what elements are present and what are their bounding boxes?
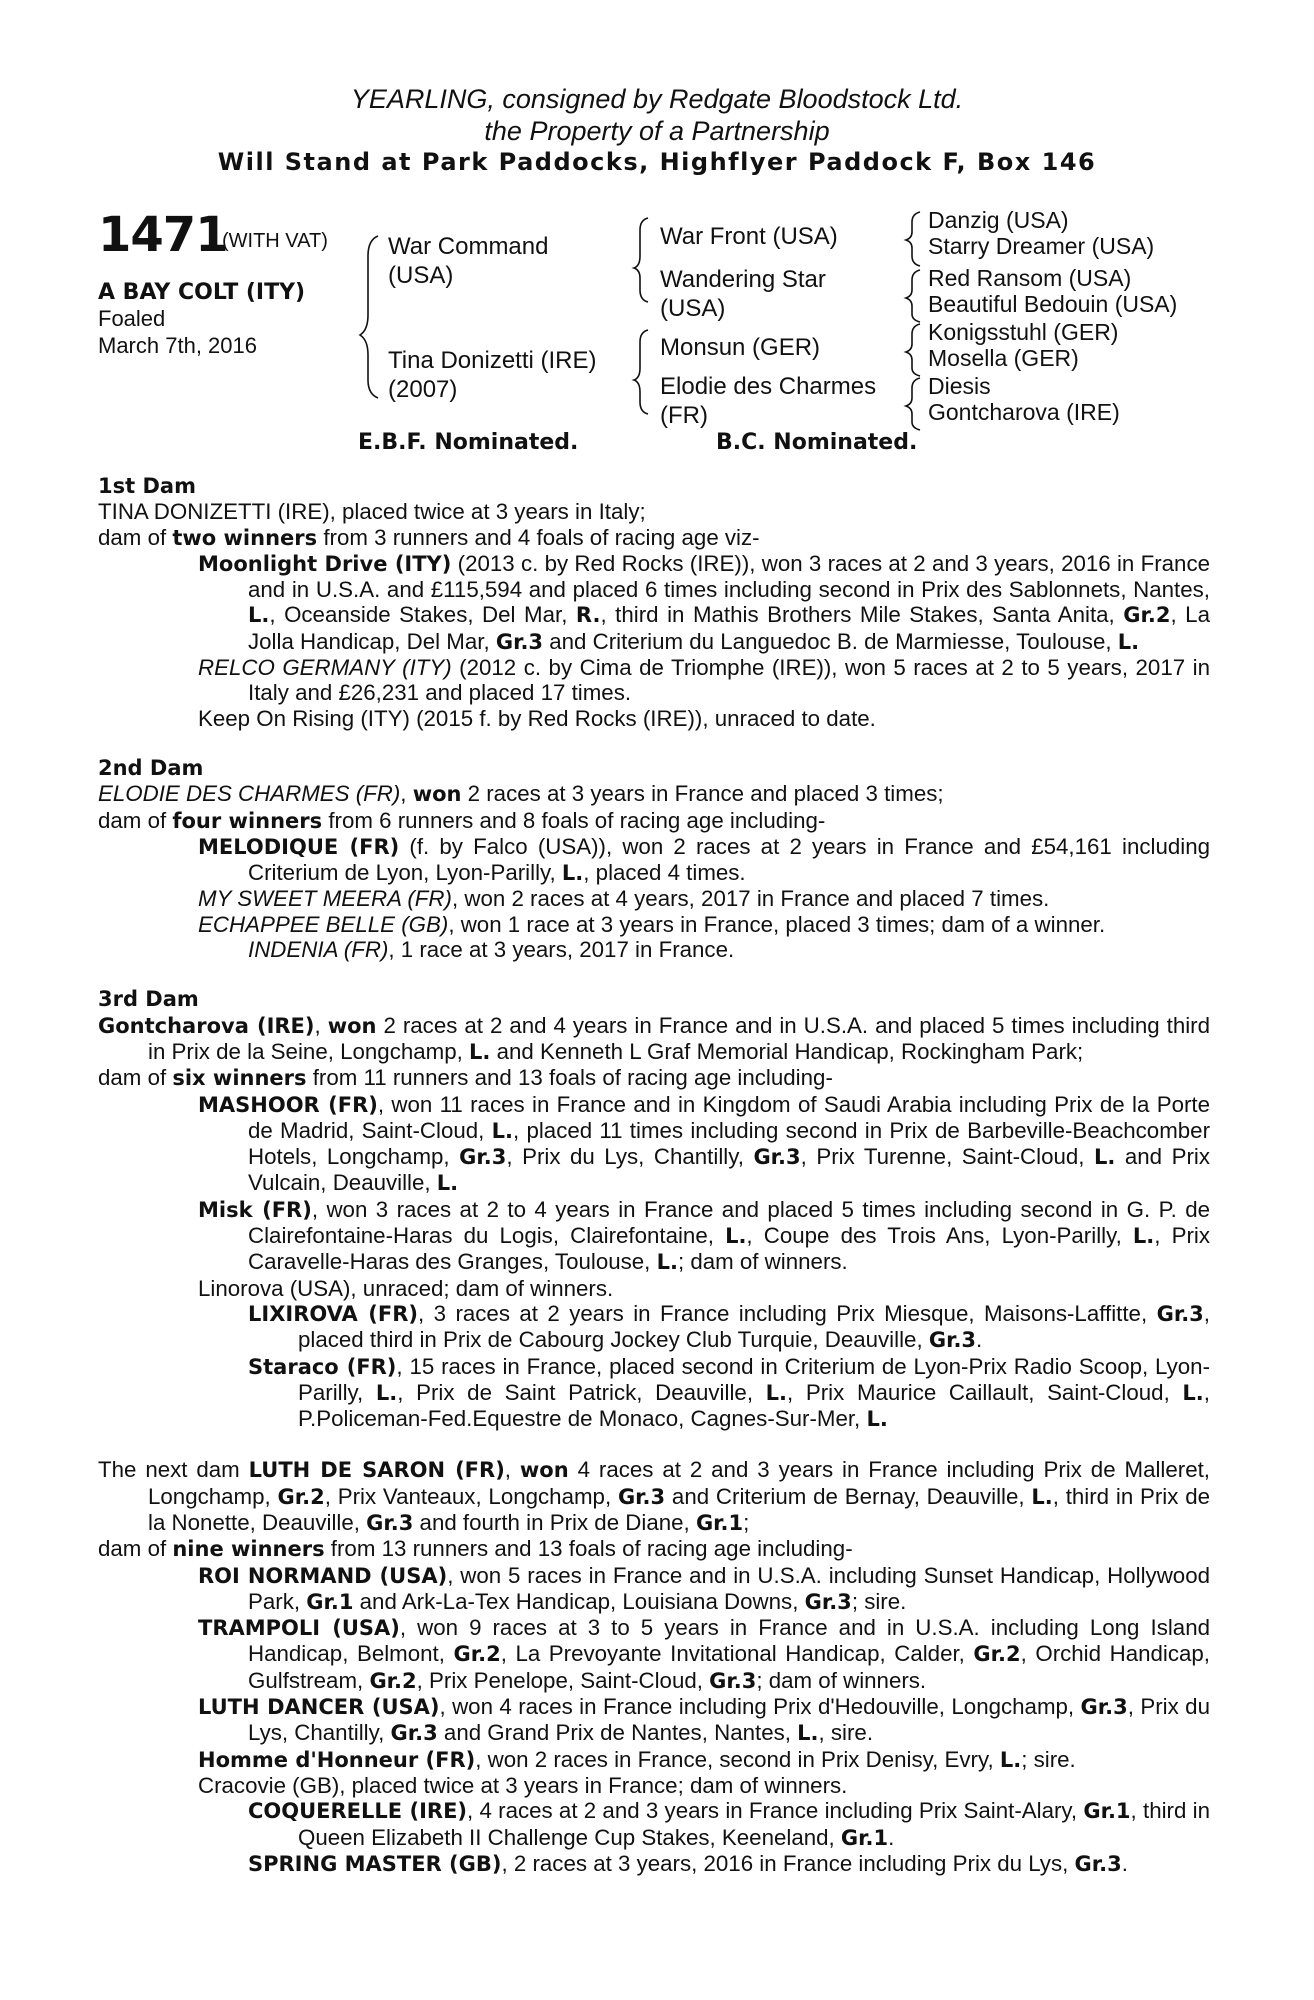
produce-entry: LUTH DANCER (USA), won 4 races in France including Prix d'Hedouville, Longchamp, Gr.3, Prix du Lys, Chantilly, Gr.3 and Grand Prix de Nantes, Nantes, L., sire.	[198, 1694, 1210, 1746]
produce-entry: ROI NORMAND (USA), won 5 races in France and in U.S.A. including Sunset Handicap, Hollywood Park, Gr.1 and Ark-La-Tex Handicap, Louisiana Downs, Gr.3; sire.	[198, 1562, 1210, 1614]
next-dam-line: The next dam LUTH DE SARON (FR), won 4 races at 2 and 3 years in France including Prix de Malleret, Longchamp, Gr.2, Prix Vanteaux, Longchamp, Gr.3 and Criterium de Bernay, Deauville, L., third in Prix de la Nonette, Deauville, Gr.3 and fourth in Prix de Diane, Gr.1;	[98, 1457, 1210, 1535]
grandsire-2: Red Ransom (USA)	[928, 265, 1132, 291]
foaled-date: March 7th, 2016	[98, 333, 257, 358]
dam-sire: Monsun (GER)	[660, 334, 821, 361]
produce-entry: Cracovie (GB), placed twice at 3 years in France; dam of winners.	[198, 1772, 848, 1798]
sire-sire: War Front (USA)	[660, 223, 838, 250]
first-dam-heading: 1st Dam	[98, 474, 196, 498]
brace-col3-1	[906, 212, 920, 266]
first-dam-produce-line: dam of two winners from 3 runners and 4 foals of racing age viz-	[98, 524, 760, 550]
produce-entry: Linorova (USA), unraced; dam of winners.	[198, 1275, 614, 1301]
pedigree-braces	[0, 0, 1314, 460]
grandsire-4: Diesis	[928, 373, 991, 399]
third-dam-heading: 3rd Dam	[98, 987, 199, 1012]
first-dam-line: TINA DONIZETTI (IRE), placed twice at 3 years in Italy;	[98, 499, 646, 525]
third-dam-line: Gontcharova (IRE), won 2 races at 2 and 4 years in France and in U.S.A. and placed 5 times including third in Prix de la Seine, Longchamp, L. and Kenneth L Graf Memorial Handicap, Rockingham Park;	[98, 1012, 1211, 1064]
ebf-nominated: E.B.F. Nominated.	[358, 430, 579, 455]
produce-entry: Homme d'Honneur (FR), won 2 races in France, second in Prix Denisy, Evry, L.; sire.	[198, 1746, 1076, 1772]
location-line: Will Stand at Park Paddocks, Highflyer Paddock F, Box 146	[217, 148, 1097, 176]
catalogue-body	[98, 474, 1210, 1877]
vat-label: (WITH VAT)	[222, 230, 328, 252]
foaled-label: Foaled	[98, 306, 166, 331]
sire-dam-country: (USA)	[660, 295, 726, 322]
granddam-4: Gontcharova (IRE)	[928, 399, 1120, 425]
granddam-3: Mosella (GER)	[928, 345, 1079, 371]
second-dam-heading: 2nd Dam	[98, 755, 204, 780]
brace-col2-bottom	[634, 330, 648, 414]
produce-entry: MASHOOR (FR), won 11 races in France and in Kingdom of Saudi Arabia including Prix de la Porte de Madrid, Saint-Cloud, L., placed 11 times including second in Prix de Barbeville-Beachcomber Hotels, Longchamp, Gr.3, Prix du Lys, Chantilly, Gr.3, Prix Turenne, Saint-Cloud, L. and Prix Vulcain, Deauville, L.	[198, 1091, 1211, 1196]
grandsire-3: Konigsstuhl (GER)	[928, 319, 1119, 345]
dam-dam-country: (FR)	[660, 402, 708, 429]
grand-produce-entry: LIXIROVA (FR), 3 races at 2 years in France including Prix Miesque, Maisons-Laffitte, Gr.3, placed third in Prix de Cabourg Jockey Club Turquie, Deauville, Gr.3.	[248, 1300, 1210, 1353]
produce-entry: Misk (FR), won 3 races at 2 to 4 years in France and placed 5 times including second in G. P. de Clairefontaine-Haras du Logis, Clairefontaine, L., Coupe des Trois Ans, Lyon-Parilly, L., Prix Caravelle-Haras des Granges, Toulouse, L.; dam of winners.	[198, 1196, 1210, 1275]
sire-dam: Wandering Star	[660, 266, 826, 293]
grand-produce-entry: SPRING MASTER (GB), 2 races at 3 years, 2016 in France including Prix du Lys, Gr.3.	[248, 1850, 1128, 1876]
produce-entry: Keep On Rising (ITY) (2015 f. by Red Rocks (IRE)), unraced to date.	[198, 705, 876, 731]
grand-produce-entry: COQUERELLE (IRE), 4 races at 2 and 3 years in France including Prix Saint-Alary, Gr.1, third in Queen Elizabeth II Challenge Cup Stakes, Keeneland, Gr.1.	[248, 1798, 1210, 1850]
brace-col1	[360, 236, 378, 398]
next-dam-produce-line: dam of nine winners from 13 runners and 13 foals of racing age including-	[98, 1536, 853, 1562]
dam-year: (2007)	[388, 376, 458, 403]
second-dam-produce-line: dam of four winners from 6 runners and 8 foals of racing age including-	[98, 807, 826, 833]
second-dam-line: ELODIE DES CHARMES (FR), won 2 races at 3 years in France and placed 3 times;	[98, 781, 944, 807]
produce-entry: TRAMPOLI (USA), won 9 races at 3 to 5 years in France and in U.S.A. including Long Island Handicap, Belmont, Gr.2, La Prevoyante Invitational Handicap, Calder, Gr.2, Orchid Handicap, Gulfstream, Gr.2, Prix Penelope, Saint-Cloud, Gr.3; dam of winners.	[198, 1615, 1210, 1693]
dam-dam: Elodie des Charmes	[660, 373, 877, 400]
produce-entry: ECHAPPEE BELLE (GB), won 1 race at 3 years in France, placed 3 times; dam of a winner.	[198, 911, 1106, 937]
grandsire-1: Danzig (USA)	[928, 207, 1069, 233]
granddam-2: Beautiful Bedouin (USA)	[928, 291, 1178, 317]
consignor-line: YEARLING, consigned by Redgate Bloodstock Ltd.	[350, 84, 964, 114]
grand-produce-entry: Staraco (FR), 15 races in France, placed second in Criterium de Lyon-Prix Radio Scoop, Lyon-Parilly, L., Prix de Saint Patrick, Deauville, L., Prix Maurice Caillault, Saint-Cloud, L., P.Policeman-Fed.Equestre de Monaco, Cagnes-Sur-Mer, L.	[248, 1353, 1210, 1432]
sire-name: War Command	[388, 233, 549, 260]
produce-entry: MELODIQUE (FR) (f. by Falco (USA)), won 2 races at 2 years in France and £54,161 including Criterium de Lyon, Lyon-Parilly, L., placed 4 times.	[198, 833, 1210, 886]
grand-produce-entry: INDENIA (FR), 1 race at 3 years, 2017 in France.	[248, 937, 735, 963]
horse-name: A BAY COLT (ITY)	[98, 280, 306, 305]
lot-number: 1471	[98, 207, 228, 263]
produce-entry: MY SWEET MEERA (FR), won 2 races at 4 years, 2017 in France and placed 7 times.	[198, 886, 1050, 912]
brace-col2-top	[634, 218, 648, 302]
dam-name: Tina Donizetti (IRE)	[388, 347, 597, 374]
brace-col3-4	[906, 378, 920, 430]
brace-col3-2	[906, 270, 920, 322]
property-line: the Property of a Partnership	[484, 116, 830, 146]
third-dam-produce-line: dam of six winners from 11 runners and 13 foals of racing age including-	[98, 1065, 833, 1091]
brace-col3-3	[906, 324, 920, 376]
produce-entry: RELCO GERMANY (ITY) (2012 c. by Cima de Triomphe (IRE)), won 5 races at 2 to 5 years, 2017 in Italy and £26,231 and placed 17 times.	[198, 655, 1210, 706]
sire-country: (USA)	[388, 262, 454, 289]
granddam-1: Starry Dreamer (USA)	[928, 233, 1155, 259]
produce-entry: Moonlight Drive (ITY) (2013 c. by Red Rocks (IRE)), won 3 races at 2 and 3 years, 2016 in France and in U.S.A. and £115,594 and placed 6 times including second in Prix des Sablonnets, Nantes, L., Oceanside Stakes, Del Mar, R., third in Mathis Brothers Mile Stakes, Santa Anita, Gr.2, La Jolla Handicap, Del Mar, Gr.3 and Criterium du Languedoc B. de Marmiesse, Toulouse, L.	[198, 550, 1210, 654]
bc-nominated: B.C. Nominated.	[716, 430, 918, 455]
